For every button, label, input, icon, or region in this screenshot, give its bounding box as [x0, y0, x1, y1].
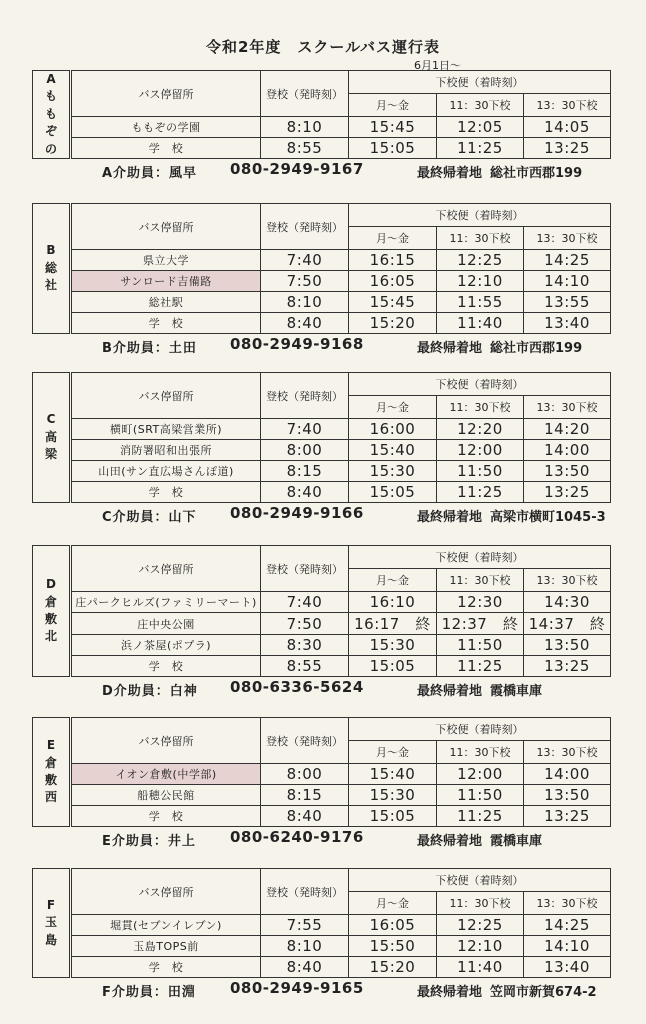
route-label-char: 社: [44, 278, 57, 293]
route-label-char: C: [46, 412, 56, 427]
assistant-name: B介助員：土田: [102, 341, 197, 356]
header-1130: 11：30下校: [437, 396, 524, 419]
route-label-char: 敷: [44, 612, 57, 626]
dismissal-1130-time: 12:00: [437, 440, 524, 461]
final-destination-place: 総社市西郡199: [490, 341, 583, 356]
route-label-char: ぞ: [44, 124, 57, 139]
assistant-name: D介助員：白神: [102, 684, 198, 699]
morning-time: 8:40: [261, 313, 349, 334]
assistant-name: E介助員：井上: [102, 834, 196, 849]
final-destination: [417, 337, 582, 356]
bus-stop-name: 消防署昭和出張所: [71, 440, 261, 461]
schedule-table: [32, 203, 611, 334]
assistant-name: C介助員：山下: [102, 510, 197, 525]
weekday-time: 15:20: [349, 313, 437, 334]
table-row: [33, 613, 611, 635]
header-return: 下校便（着時刻）: [349, 869, 611, 892]
dismissal-1330-time: 13:40: [524, 957, 611, 978]
table-row: [33, 419, 611, 440]
table-row: [33, 271, 611, 292]
header-morning: 登校（発時刻）: [261, 373, 349, 419]
dismissal-1130-time: 12:00: [437, 764, 524, 785]
header-weekday: 月～金: [349, 94, 437, 117]
morning-time: 7:50: [261, 613, 349, 635]
final-destination-label: 最終帰着地: [417, 985, 483, 1000]
assistant-name: A介助員：風早: [102, 166, 198, 181]
header-1130: 11：30下校: [437, 227, 524, 250]
weekday-time: 15:05: [349, 138, 437, 159]
dismissal-1130-time: 11:25: [437, 482, 524, 503]
route-footer: [32, 334, 610, 356]
morning-time: 8:30: [261, 635, 349, 656]
final-destination-place: 霞橋車庫: [490, 684, 543, 699]
morning-time: 8:40: [261, 806, 349, 827]
morning-time: 7:50: [261, 271, 349, 292]
final-destination-label: 最終帰着地: [417, 341, 483, 356]
final-destination-label: 最終帰着地: [417, 166, 483, 181]
dismissal-1130-time: 12:30: [437, 592, 524, 613]
dismissal-1130-time: 12:25: [437, 915, 524, 936]
dismissal-1330-time: 14:10: [524, 271, 611, 292]
header-1330: 13：30下校: [524, 396, 611, 419]
final-destination: [417, 680, 542, 699]
header-1330: 13：30下校: [524, 227, 611, 250]
route-label: [33, 546, 71, 677]
bus-stop-name: 船穂公民館: [71, 785, 261, 806]
page-title: 令和2年度 スクールバス運行表: [205, 38, 441, 56]
route-footer: [32, 827, 610, 849]
weekday-time: 15:50: [349, 936, 437, 957]
header-return: 下校便（着時刻）: [349, 373, 611, 396]
header-stop: バス停留所: [71, 204, 261, 250]
header-morning: 登校（発時刻）: [261, 204, 349, 250]
route-label-char: 西: [44, 790, 57, 805]
table-row: [33, 806, 611, 827]
final-destination-place: 笠岡市新賀674-2: [490, 985, 597, 1000]
route-section-2: [32, 203, 610, 356]
header-weekday: 月～金: [349, 396, 437, 419]
header-weekday: 月～金: [349, 569, 437, 592]
morning-time: 8:40: [261, 482, 349, 503]
header-morning: 登校（発時刻）: [261, 546, 349, 592]
route-label-char: D: [46, 577, 56, 592]
route-label-char: も: [44, 89, 57, 104]
dismissal-1330-time: 14:00: [524, 440, 611, 461]
table-row: [33, 117, 611, 138]
bus-stop-name: 堀貫(セブンイレブン): [71, 915, 261, 936]
final-destination: [417, 981, 597, 1000]
table-row: [33, 292, 611, 313]
bus-stop-name: イオン倉敷(中学部): [71, 764, 261, 785]
dismissal-1330-time: 14:37 終: [524, 613, 611, 635]
morning-time: 8:10: [261, 936, 349, 957]
morning-time: 8:40: [261, 957, 349, 978]
route-label-char: 倉: [44, 594, 57, 609]
schedule-table: [32, 545, 611, 677]
route-label-char: A: [46, 72, 56, 87]
bus-stop-name: 総社駅: [71, 292, 261, 313]
schedule-table: [32, 70, 611, 159]
dismissal-1330-time: 13:25: [524, 482, 611, 503]
final-destination-label: 最終帰着地: [417, 510, 483, 525]
bus-stop-name: 浜ノ茶屋(ポプラ): [71, 635, 261, 656]
route-footer: [32, 677, 610, 699]
dismissal-1130-time: 12:10: [437, 936, 524, 957]
schedule-table: [32, 868, 611, 978]
route-label: [33, 71, 71, 159]
dismissal-1130-time: 11:50: [437, 635, 524, 656]
final-destination: [417, 162, 582, 181]
final-destination-place: 霞橋車庫: [490, 834, 543, 849]
route-label: [33, 373, 71, 503]
dismissal-1130-time: 12:25: [437, 250, 524, 271]
header-stop: バス停留所: [71, 373, 261, 419]
schedule-table: [32, 372, 611, 503]
route-label-char: 島: [44, 932, 57, 947]
table-row: [33, 915, 611, 936]
route-label-char: E: [46, 738, 56, 753]
final-destination: [417, 830, 542, 849]
dismissal-1330-time: 13:25: [524, 656, 611, 677]
final-destination: [417, 506, 606, 525]
dismissal-1130-time: 12:20: [437, 419, 524, 440]
table-row: [33, 592, 611, 613]
route-label: [33, 204, 71, 334]
bus-stop-name: 横町(SRT高梁営業所): [71, 419, 261, 440]
table-row: [33, 250, 611, 271]
route-section-6: [32, 868, 610, 1000]
bus-stop-name: 県立大学: [71, 250, 261, 271]
table-row: [33, 656, 611, 677]
route-label-char: B: [46, 243, 56, 258]
dismissal-1130-time: 12:05: [437, 117, 524, 138]
header-weekday: 月～金: [349, 741, 437, 764]
route-section-4: [32, 545, 610, 699]
dismissal-1330-time: 14:00: [524, 764, 611, 785]
phone-number: 080-2949-9166: [230, 504, 364, 522]
route-label-char: 北: [44, 629, 57, 644]
final-destination-place: 高梁市横町1045-3: [490, 510, 606, 525]
header-1130: 11：30下校: [437, 892, 524, 915]
effective-date: 6月1日～: [414, 59, 461, 72]
table-row: [33, 482, 611, 503]
morning-time: 8:10: [261, 117, 349, 138]
dismissal-1330-time: 14:20: [524, 419, 611, 440]
table-row: [33, 138, 611, 159]
morning-time: 7:40: [261, 592, 349, 613]
phone-number: 080-2949-9165: [230, 979, 364, 997]
header-1130: 11：30下校: [437, 94, 524, 117]
dismissal-1330-time: 14:25: [524, 915, 611, 936]
phone-number: 080-6336-5624: [230, 678, 364, 696]
dismissal-1130-time: 11:50: [437, 785, 524, 806]
bus-stop-name: 庄中央公園: [71, 613, 261, 635]
weekday-time: 16:15: [349, 250, 437, 271]
header-1330: 13：30下校: [524, 892, 611, 915]
dismissal-1130-time: 11:25: [437, 138, 524, 159]
route-section-3: [32, 372, 610, 525]
phone-number: 080-2949-9168: [230, 335, 364, 353]
route-footer: [32, 159, 610, 181]
dismissal-1130-time: 12:37 終: [437, 613, 524, 635]
morning-time: 8:15: [261, 461, 349, 482]
dismissal-1330-time: 13:50: [524, 461, 611, 482]
weekday-time: 15:30: [349, 635, 437, 656]
table-row: [33, 785, 611, 806]
morning-time: 8:15: [261, 785, 349, 806]
final-destination-label: 最終帰着地: [417, 834, 483, 849]
header-morning: 登校（発時刻）: [261, 869, 349, 915]
header-return: 下校便（着時刻）: [349, 204, 611, 227]
table-row: [33, 313, 611, 334]
dismissal-1330-time: 14:25: [524, 250, 611, 271]
morning-time: 7:40: [261, 250, 349, 271]
header-weekday: 月～金: [349, 892, 437, 915]
dismissal-1330-time: 14:05: [524, 117, 611, 138]
morning-time: 8:00: [261, 440, 349, 461]
route-label-char: も: [44, 106, 57, 121]
weekday-time: 15:40: [349, 764, 437, 785]
morning-time: 8:55: [261, 138, 349, 159]
route-section-1: [32, 70, 610, 181]
morning-time: 8:00: [261, 764, 349, 785]
dismissal-1130-time: 11:25: [437, 656, 524, 677]
route-footer: [32, 978, 610, 1000]
table-row: [33, 461, 611, 482]
header-stop: バス停留所: [71, 869, 261, 915]
header-stop: バス停留所: [71, 71, 261, 117]
weekday-time: 16:17 終: [349, 613, 437, 635]
route-footer: [32, 503, 610, 525]
dismissal-1330-time: 13:25: [524, 806, 611, 827]
header-return: 下校便（着時刻）: [349, 546, 611, 569]
dismissal-1130-time: 11:55: [437, 292, 524, 313]
weekday-time: 15:45: [349, 117, 437, 138]
header-1330: 13：30下校: [524, 569, 611, 592]
route-label-char: 高: [44, 429, 57, 444]
route-section-5: [32, 717, 610, 849]
morning-time: 7:40: [261, 419, 349, 440]
dismissal-1330-time: 14:30: [524, 592, 611, 613]
route-label-char: の: [44, 141, 57, 156]
route-label-char: 総: [44, 260, 57, 275]
dismissal-1130-time: 12:10: [437, 271, 524, 292]
weekday-time: 15:30: [349, 461, 437, 482]
dismissal-1130-time: 11:40: [437, 313, 524, 334]
morning-time: 8:55: [261, 656, 349, 677]
header-1130: 11：30下校: [437, 741, 524, 764]
route-label-char: 玉: [44, 915, 57, 930]
assistant-name: F介助員：田淵: [102, 985, 196, 1000]
route-label: [33, 869, 71, 978]
weekday-time: 15:05: [349, 806, 437, 827]
table-row: [33, 936, 611, 957]
header-morning: 登校（発時刻）: [261, 718, 349, 764]
weekday-time: 15:40: [349, 440, 437, 461]
weekday-time: 15:20: [349, 957, 437, 978]
morning-time: 8:10: [261, 292, 349, 313]
dismissal-1330-time: 13:50: [524, 785, 611, 806]
route-label: [33, 718, 71, 827]
dismissal-1130-time: 11:40: [437, 957, 524, 978]
bus-stop-name: サンロード吉備路: [71, 271, 261, 292]
header-return: 下校便（着時刻）: [349, 71, 611, 94]
bus-stop-name: 山田(サン直広場さんぽ道): [71, 461, 261, 482]
weekday-time: 16:05: [349, 915, 437, 936]
header-return: 下校便（着時刻）: [349, 718, 611, 741]
table-row: [33, 635, 611, 656]
bus-stop-name: 学 校: [71, 313, 261, 334]
phone-number: 080-6240-9176: [230, 828, 364, 846]
header-1330: 13：30下校: [524, 741, 611, 764]
weekday-time: 16:05: [349, 271, 437, 292]
header-stop: バス停留所: [71, 718, 261, 764]
header-weekday: 月～金: [349, 227, 437, 250]
table-row: [33, 764, 611, 785]
final-destination-place: 総社市西郡199: [490, 166, 583, 181]
header-1130: 11：30下校: [437, 569, 524, 592]
weekday-time: 16:10: [349, 592, 437, 613]
bus-stop-name: 学 校: [71, 957, 261, 978]
schedule-table: [32, 717, 611, 827]
table-row: [33, 957, 611, 978]
dismissal-1330-time: 13:55: [524, 292, 611, 313]
morning-time: 7:55: [261, 915, 349, 936]
weekday-time: 15:05: [349, 656, 437, 677]
bus-stop-name: ももぞの学園: [71, 117, 261, 138]
dismissal-1330-time: 13:40: [524, 313, 611, 334]
route-label-char: 倉: [44, 755, 57, 770]
bus-stop-name: 学 校: [71, 138, 261, 159]
route-label-char: 梁: [44, 447, 57, 462]
weekday-time: 15:30: [349, 785, 437, 806]
bus-stop-name: 学 校: [71, 656, 261, 677]
weekday-time: 16:00: [349, 419, 437, 440]
header-stop: バス停留所: [71, 546, 261, 592]
bus-stop-name: 庄パークヒルズ(ファミリーマート): [71, 592, 261, 613]
header-1330: 13：30下校: [524, 94, 611, 117]
weekday-time: 15:45: [349, 292, 437, 313]
dismissal-1130-time: 11:50: [437, 461, 524, 482]
dismissal-1130-time: 11:25: [437, 806, 524, 827]
final-destination-label: 最終帰着地: [417, 684, 483, 699]
bus-stop-name: 玉島TOPS前: [71, 936, 261, 957]
phone-number: 080-2949-9167: [230, 160, 364, 178]
header-morning: 登校（発時刻）: [261, 71, 349, 117]
route-label-char: F: [46, 897, 56, 912]
table-row: [33, 440, 611, 461]
dismissal-1330-time: 13:50: [524, 635, 611, 656]
bus-stop-name: 学 校: [71, 482, 261, 503]
dismissal-1330-time: 14:10: [524, 936, 611, 957]
dismissal-1330-time: 13:25: [524, 138, 611, 159]
bus-stop-name: 学 校: [71, 806, 261, 827]
route-label-char: 敷: [44, 773, 57, 787]
weekday-time: 15:05: [349, 482, 437, 503]
